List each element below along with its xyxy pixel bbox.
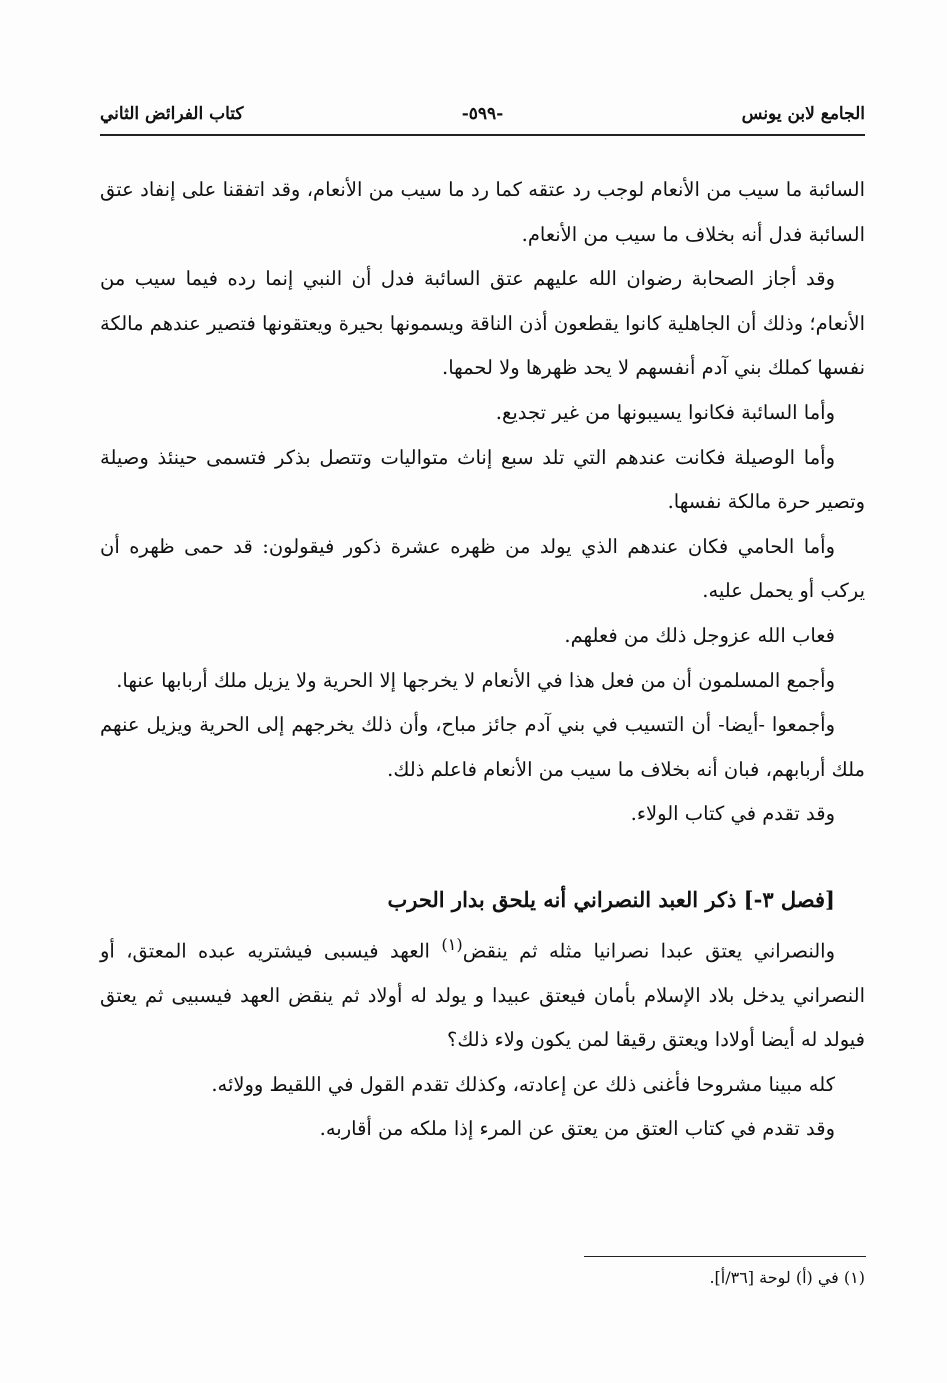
- paragraph-5: وأما الحامي فكان عندهم الذي يولد من ظهره عشرة ذكور فيقولون: قد حمى ظهره أن يركب أو يحمل عليه.: [100, 534, 865, 603]
- paragraph-12: وقد تقدم في كتاب العتق من يعتق عن المرء إذا ملكه من أقاربه.: [319, 1117, 835, 1141]
- footnote-rule: [584, 1256, 866, 1257]
- section-heading: [فصل ٣-] ذكر العبد النصراني أنه يلحق بدار الحرب: [387, 886, 835, 912]
- paragraph-9: وقد تقدم في كتاب الولاء.: [630, 802, 835, 826]
- header-chapter-title: كتاب الفرائض الثاني: [100, 104, 244, 124]
- paragraph-10: [100, 923, 865, 1063]
- paragraph-1: السائبة ما سيب من الأنعام لوجب رد عتقه كما رد ما سيب من الأنعام، وقد اتفقنا على إنفاد عتق السائبة فدل أنه بخلاف ما سيب من الأنعام.: [100, 178, 865, 246]
- paragraph-4: وأما الوصيلة فكانت عندهم التي تلد سبع إناث متواليات وتتصل بذكر فتسمى حينئذ وصيلة وتصير حرة مالكة نفسها.: [100, 445, 865, 514]
- paragraph-11: كله مبينا مشروحا فأغنى ذلك عن إعادته، وكذلك تقدم القول في اللقيط وولائه.: [211, 1072, 835, 1096]
- paragraph-10-end: العهد فيسبى فيشتريه عبده المعتق، أو النصراني يدخل بلاد الإسلام بأمان فيعتق عبيدا و يولد له أولاد ثم ينقض العهد فيسبيى ثم يعتق فيولد له أيضا أولادا ويعتق رقيقا لمن يكون ولاء ذلك؟: [100, 939, 865, 1052]
- footnote-reference: (١): [441, 934, 463, 954]
- paragraph-8: وأجمعوا -أيضا- أن التسيب في بني آدم جائز مباح، وأن ذلك يخرجهم إلى الحرية ويزيل عنهم ملك أربابهم، فبان أنه بخلاف ما سيب من الأنعام فاعلم ذلك.: [100, 713, 865, 781]
- paragraph-2: وقد أجاز الصحابة رضوان الله عليهم عتق السائبة فدل أن النبي إنما رده فيما سيب من الأنعام؛ وذلك أن الجاهلية كانوا يقطعون أذن الناقة ويسمونها بحيرة ويعتقونها فتصير عندهم مالكة نفسها كملك بني آدم أنفسهم لا يحد ظهرها ولا لحمها.: [100, 267, 865, 380]
- page-number: -٥٩٩-: [461, 104, 504, 124]
- section-spacer: [100, 837, 865, 878]
- paragraph-6: فعاب الله عزوجل ذلك من فعلهم.: [564, 623, 835, 647]
- paragraph-7: وأجمع المسلمون أن من فعل هذا في الأنعام لا يخرجها إلا الحرية ولا يزيل ملك أربابها عنها.: [116, 668, 835, 692]
- paragraph-3: وأما السائبة فكانوا يسيبونها من غير تجديع.: [495, 400, 835, 424]
- header-book-title: الجامع لابن يونس: [741, 104, 865, 124]
- running-header: [100, 100, 865, 136]
- main-text: [100, 168, 865, 1152]
- header-rule: [100, 134, 865, 136]
- paragraph-10-start: والنصراني يعتق عبدا نصرانيا مثله ثم ينقض: [462, 939, 835, 962]
- footnote: (١) في (أ) لوحة [٣٦/أ].: [709, 1268, 865, 1287]
